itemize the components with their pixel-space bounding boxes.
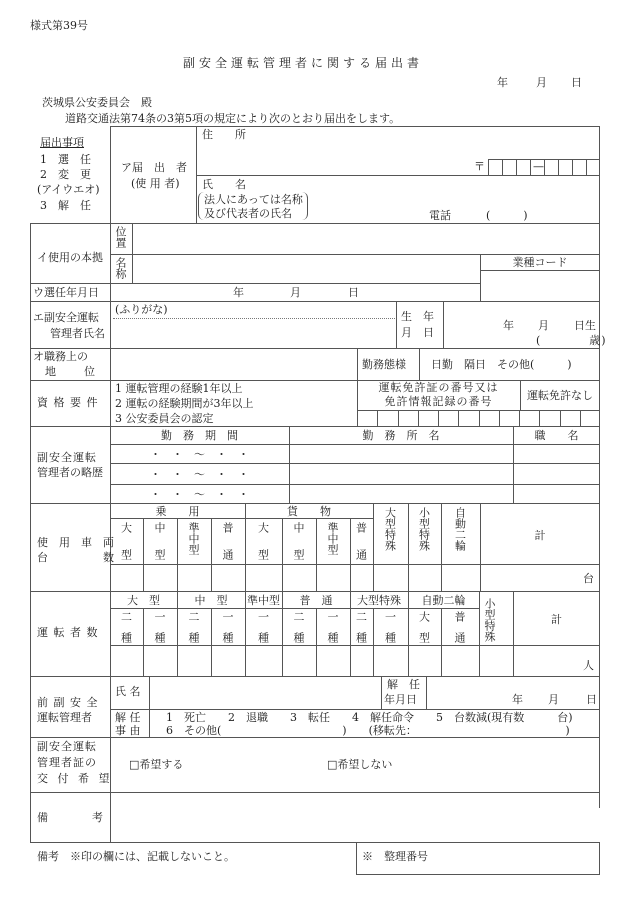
drivers-subcol-6: 二種 <box>292 611 305 643</box>
vehicles-col-passenger-4: 普通 <box>221 522 234 560</box>
postal-dash: — <box>533 160 544 173</box>
vehicles-count-5[interactable] <box>246 565 281 590</box>
vehicles-total-label: 計 <box>534 529 546 542</box>
career-col-place: 勤 務 所 名 <box>362 429 440 442</box>
age-field[interactable]: ( 歳) <box>536 334 607 347</box>
work-style-label: 勤務態様 <box>362 358 406 371</box>
vehicles-label1: 使 用 車 両 <box>37 536 114 549</box>
career-label1: 副安全運転 <box>37 451 97 464</box>
career-row-3-title[interactable] <box>514 485 598 502</box>
dob-month[interactable]: 月 <box>538 319 549 332</box>
drivers-count-small-special[interactable] <box>480 646 512 675</box>
drivers-group-6: 自動二輪 <box>421 594 466 607</box>
vehicles-col-cargo-2: 中型 <box>292 522 305 560</box>
drivers-subcol-7: 一種 <box>326 611 339 643</box>
vehicles-count-7[interactable] <box>317 565 349 590</box>
manager-name-field[interactable] <box>113 320 393 346</box>
qualification-item-1[interactable]: 1 運転管理の経験1年以上 <box>115 382 243 395</box>
date-day-label: 日 <box>571 76 582 89</box>
certificate-label1: 副安全運転 <box>37 740 97 753</box>
drivers-subcol-11: 普通 <box>453 611 466 643</box>
notification-item-change[interactable]: 2 変 更 <box>40 168 91 181</box>
reference-number-label: ※ 整理番号 <box>362 850 428 863</box>
drivers-count-11[interactable] <box>442 646 478 675</box>
drivers-count-1[interactable] <box>111 646 142 675</box>
drivers-label: 運 転 者 数 <box>37 626 99 639</box>
career-label2: 管理者の略歴 <box>37 466 103 479</box>
phone-label: 電話 <box>429 209 451 222</box>
vehicles-col-passenger-2: 中型 <box>153 522 166 560</box>
page-title: 副安全運転管理者に関する届出書 <box>183 56 424 70</box>
date-year-label: 年 <box>497 76 508 89</box>
reason-label1: 解 任 <box>115 711 141 724</box>
former-manager-label2: 運転管理者 <box>37 711 92 724</box>
dismissal-day[interactable]: 日 <box>586 693 597 706</box>
certificate-label2: 管理者証の <box>37 756 97 769</box>
drivers-group-3: 準中型 <box>247 594 280 607</box>
base-name-field[interactable] <box>134 256 478 282</box>
intro-text: 道路交通法第74条の3第5項の規定により次のとおり届出をします。 <box>65 112 401 125</box>
vehicles-count-4[interactable] <box>212 565 244 590</box>
address-label: 住 所 <box>202 128 246 141</box>
postal-code-field[interactable] <box>488 159 599 175</box>
drivers-group-5: 大型特殊 <box>357 594 401 607</box>
former-name-field[interactable] <box>151 678 379 707</box>
vehicles-col-special-2: 小型特殊 <box>417 507 431 551</box>
vehicles-col-passenger-1: 大型 <box>119 522 133 560</box>
reason-label2: 事 由 <box>115 724 141 737</box>
license-number-field[interactable] <box>358 411 599 426</box>
drivers-subcol-4: 一種 <box>221 611 234 643</box>
appointment-day[interactable]: 日 <box>348 286 359 299</box>
drivers-subcol-8: 二種 <box>354 611 368 643</box>
appointment-month[interactable]: 月 <box>290 286 301 299</box>
manager-name-label1: エ副安全運転 <box>33 311 99 324</box>
vehicles-col-special-3: 自動二輪 <box>453 507 467 551</box>
drivers-subcol-3: 二種 <box>187 611 200 643</box>
vehicles-label2: 台 数 <box>37 551 114 564</box>
qualification-item-2[interactable]: 2 運転の経験期間が3年以上 <box>115 397 254 410</box>
career-row-1-period[interactable]: ・ ・ ～ ・ ・ <box>150 448 249 461</box>
career-col-title: 職 名 <box>534 429 579 442</box>
drivers-count-4[interactable] <box>212 646 244 675</box>
remarks-label: 備 考 <box>37 811 103 824</box>
career-row-2-title[interactable] <box>514 464 598 481</box>
vehicles-total-field[interactable] <box>481 565 599 590</box>
vehicles-col-cargo-4: 普通 <box>354 522 368 560</box>
dismissal-year[interactable]: 年 <box>512 693 523 706</box>
reason-options-line2[interactable]: 6 その他( ) (移転先： ) <box>166 724 570 737</box>
drivers-count-10[interactable] <box>409 646 440 675</box>
corp-note-line2: 及び代表者の氏名 <box>204 207 292 220</box>
drivers-subcol-2: 一種 <box>153 611 166 643</box>
addressee: 茨城県公安委員会 殿 <box>42 96 152 109</box>
base-label: イ使用の本拠 <box>37 251 103 264</box>
drivers-count-2[interactable] <box>144 646 176 675</box>
vehicles-count-8[interactable] <box>351 565 372 590</box>
drivers-count-3[interactable] <box>178 646 210 675</box>
certificate-label3: 交 付 希 望 <box>37 772 113 785</box>
dob-day[interactable]: 日生 <box>574 319 596 332</box>
dob-label2: 月 日 <box>401 326 434 339</box>
industry-code-field[interactable] <box>482 272 598 300</box>
career-col-period: 勤 務 期 間 <box>161 429 238 442</box>
drivers-subcol-1: 二種 <box>119 611 133 643</box>
notification-heading: 届出事項 <box>40 136 84 149</box>
career-row-3-place[interactable] <box>290 485 512 502</box>
certificate-option-yes[interactable]: □希望する <box>129 758 184 771</box>
base-name-label: 名称 <box>114 257 127 279</box>
reason-options-line1[interactable]: 1 死亡 2 退職 3 転任 4 解任命令 5 台数減(現有数 台) <box>166 711 573 724</box>
base-position-label: 位置 <box>114 226 127 248</box>
vehicles-count-9[interactable] <box>374 565 407 590</box>
drivers-group-2: 中 型 <box>194 594 228 607</box>
license-number-label2: 免許情報記録の番号 <box>384 395 493 408</box>
career-row-3-period[interactable]: ・ ・ ～ ・ ・ <box>150 488 249 501</box>
career-row-2-place[interactable] <box>290 464 512 481</box>
vehicles-group-passenger: 乗 用 <box>155 505 200 518</box>
drivers-group-1: 大 型 <box>127 594 160 607</box>
dob-label1: 生 年 <box>401 310 434 323</box>
manager-name-label2: 管理者氏名 <box>50 327 105 340</box>
notification-item-dismiss[interactable]: 3 解 任 <box>40 199 91 212</box>
applicant-sublabel: (使 用 者) <box>131 177 180 190</box>
notification-item-appoint[interactable]: 1 選 任 <box>40 153 91 166</box>
qualification-item-3[interactable]: 3 公安委員会の認定 <box>115 412 214 425</box>
vehicles-count-6[interactable] <box>283 565 315 590</box>
industry-code-label: 業種コード <box>512 256 568 269</box>
career-row-1-place[interactable] <box>290 445 512 462</box>
drivers-small-special: 小型特殊 <box>483 598 496 642</box>
dismissal-date-label2: 年月日 <box>384 693 417 706</box>
drivers-count-7[interactable] <box>317 646 349 675</box>
drivers-subcol-10: 大型 <box>417 611 431 643</box>
drivers-subcol-5: 一種 <box>256 611 270 643</box>
drivers-count-5[interactable] <box>246 646 281 675</box>
drivers-group-4: 普 通 <box>299 594 333 607</box>
position-field[interactable] <box>112 350 355 378</box>
former-name-label: 氏 名 <box>115 685 141 698</box>
name-field[interactable] <box>310 180 420 218</box>
qualification-label: 資 格 要 件 <box>37 396 99 409</box>
no-license-option[interactable]: 運転免許なし <box>527 389 593 402</box>
vehicles-col-passenger-3: 準中型 <box>187 522 200 555</box>
drivers-count-8[interactable] <box>351 646 372 675</box>
notification-item-change-sub: (アイウエオ) <box>37 183 100 196</box>
position-label1: オ職務上の <box>33 350 88 363</box>
appointment-year[interactable]: 年 <box>233 286 244 299</box>
vehicles-unit: 台 <box>583 572 594 585</box>
vehicles-col-cargo-3: 準中型 <box>326 522 339 555</box>
drivers-total-label: 計 <box>551 613 562 626</box>
drivers-subcol-9: 一種 <box>383 611 397 643</box>
footer-note: 備考 ※印の欄には、記載しないこと。 <box>37 850 235 863</box>
remarks-field[interactable] <box>112 794 598 840</box>
certificate-option-no[interactable]: □希望しない <box>327 758 393 771</box>
name-label: 氏 名 <box>202 178 246 191</box>
work-style-options[interactable]: 日勤 隔日 その他( ) <box>431 358 572 371</box>
phone-field[interactable]: ( ) <box>486 209 528 222</box>
drivers-count-9[interactable] <box>374 646 407 675</box>
dismissal-date-label1: 解 任 <box>387 678 420 691</box>
vehicles-col-special-1: 大型特殊 <box>383 507 397 551</box>
drivers-unit: 人 <box>583 659 594 672</box>
base-position-field[interactable] <box>134 225 598 253</box>
dob-year[interactable]: 年 <box>503 319 514 332</box>
vehicles-count-11[interactable] <box>442 565 479 590</box>
furigana-label: (ふりがな) <box>115 303 168 316</box>
career-row-1-title[interactable] <box>514 445 598 462</box>
vehicles-col-cargo-1: 大型 <box>256 522 270 560</box>
vehicles-count-10[interactable] <box>409 565 440 590</box>
corp-note-line1: 法人にあっては名称 <box>204 193 303 206</box>
vehicles-count-2[interactable] <box>144 565 176 590</box>
applicant-label: ア届 出 者 <box>121 161 187 174</box>
date-month-label: 月 <box>536 76 547 89</box>
career-row-2-period[interactable]: ・ ・ ～ ・ ・ <box>150 468 249 481</box>
drivers-count-6[interactable] <box>283 646 315 675</box>
form-number: 様式第39号 <box>30 19 88 32</box>
vehicles-count-1[interactable] <box>111 565 142 590</box>
former-manager-label1: 前 副 安 全 <box>37 696 99 709</box>
vehicles-group-cargo: 貨 物 <box>287 505 331 518</box>
position-label2: 地 位 <box>45 365 97 378</box>
dismissal-month[interactable]: 月 <box>548 693 559 706</box>
license-number-label1: 運転免許証の番号又は <box>378 381 499 394</box>
vehicles-count-3[interactable] <box>178 565 210 590</box>
postal-mark: 〒 <box>474 160 485 173</box>
appointment-date-label: ウ選任年月日 <box>33 286 99 299</box>
address-field[interactable] <box>210 140 480 170</box>
